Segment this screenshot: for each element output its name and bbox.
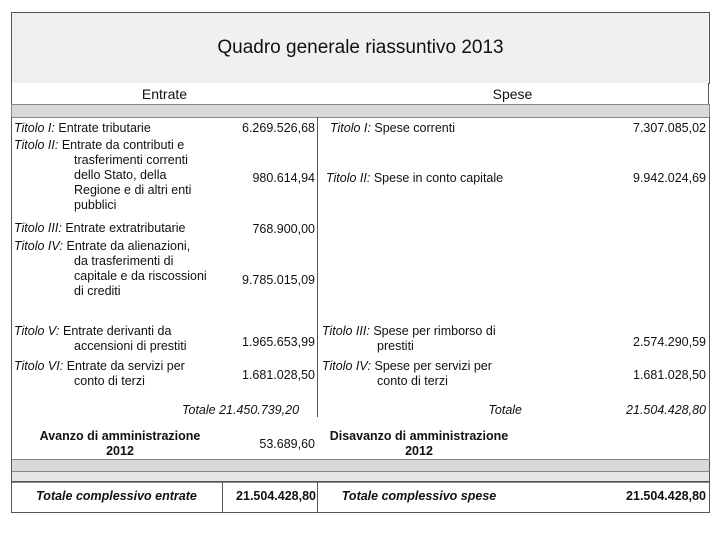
entrata-row-1 — [14, 121, 214, 136]
titolo-label: Titolo I: — [14, 121, 55, 135]
titolo-label: Titolo VI: — [14, 359, 64, 373]
totale-spese-value: 21.504.428,80 — [626, 403, 706, 417]
avanzo-label-1: Avanzo di amministrazione — [39, 429, 201, 443]
entrata-desc: Entrate da contributi e — [61, 138, 185, 152]
entrata-desc: capitale e da riscossioni — [74, 269, 207, 283]
titolo-label: Titolo V: — [14, 324, 60, 338]
entrata-desc: Entrate tributarie — [58, 121, 151, 135]
page-title: Quadro generale riassuntivo 2013 — [217, 37, 504, 58]
spesa-desc: Spese per rimborso di — [373, 324, 496, 338]
titolo-label: Titolo II: — [14, 138, 59, 152]
entrata-desc: Entrate da servizi per — [66, 359, 185, 373]
spesa-desc: Spese correnti — [374, 121, 455, 135]
spesa-row-2 — [326, 171, 546, 186]
entrata-desc: accensioni di prestiti — [74, 339, 187, 353]
entrata-desc: Entrate extratributarie — [65, 221, 186, 235]
title-header — [11, 12, 710, 84]
entrata-row-5 — [14, 324, 224, 354]
disavanzo-label-2: 2012 — [405, 444, 433, 458]
titolo-label: Titolo II: — [326, 171, 371, 185]
totale-complessivo-spese-value: 21.504.428,80 — [626, 489, 706, 503]
entrata-desc: trasferimenti correnti — [74, 153, 188, 167]
spesa-value-1: 7.307.085,02 — [633, 121, 706, 135]
spesa-row-1 — [330, 121, 550, 136]
titolo-label: Titolo IV: — [322, 359, 371, 373]
totale-label: Totale — [182, 403, 216, 417]
entrata-desc: da trasferimenti di — [74, 254, 174, 268]
entrata-value-5: 1.965.653,99 — [242, 335, 315, 349]
entrata-value-1: 6.269.526,68 — [242, 121, 315, 135]
spesa-desc: Spese in conto capitale — [373, 171, 504, 185]
totale-entrate — [182, 403, 317, 418]
spesa-desc: prestiti — [377, 339, 414, 353]
separator-band-top — [11, 104, 710, 118]
avanzo-label — [20, 429, 220, 459]
disavanzo-label — [318, 429, 520, 459]
entrata-value-4: 9.785.015,09 — [242, 273, 315, 287]
entrata-row-2 — [14, 138, 224, 213]
disavanzo-label-1: Disavanzo di amministrazione — [329, 429, 509, 443]
entrata-row-3 — [14, 221, 224, 236]
totale-complessivo-spese-label: Totale complessivo spese — [341, 489, 497, 503]
totale-spese-label: Totale — [488, 403, 522, 417]
entrata-row-6 — [14, 359, 224, 389]
spesa-value-3: 2.574.290,59 — [633, 335, 706, 349]
entrata-desc: conto di terzi — [74, 374, 145, 388]
entrata-value-3: 768.900,00 — [252, 222, 315, 236]
entrata-desc: Regione e di altri enti — [74, 183, 192, 197]
entrata-value-2: 980.614,94 — [252, 171, 315, 185]
totale-value: 21.450.739,20 — [219, 403, 300, 417]
spesa-row-3 — [322, 324, 542, 354]
entrata-desc: di crediti — [74, 284, 121, 298]
titolo-label: Titolo I: — [330, 121, 371, 135]
avanzo-value: 53.689,60 — [259, 437, 315, 451]
spesa-value-4: 1.681.028,50 — [633, 368, 706, 382]
entrata-desc: Entrate derivanti da — [63, 324, 172, 338]
titolo-label: Titolo III: — [322, 324, 370, 338]
titolo-label: Titolo IV: — [14, 239, 63, 253]
spesa-value-2: 9.942.024,69 — [633, 171, 706, 185]
avanzo-label-2: 2012 — [106, 444, 134, 458]
entrata-value-6: 1.681.028,50 — [242, 368, 315, 382]
entrata-desc: pubblici — [74, 198, 117, 212]
spesa-desc: Spese per servizi per — [374, 359, 492, 373]
entrata-desc: Entrate da alienazioni, — [66, 239, 191, 253]
totale-complessivo-entrate-value: 21.504.428,80 — [236, 489, 316, 503]
entrata-desc: dello Stato, della — [74, 168, 167, 182]
spesa-row-4 — [322, 359, 542, 389]
entrata-row-4 — [14, 239, 229, 299]
totale-complessivo-entrate-label: Totale complessivo entrate — [36, 489, 197, 503]
entrate-header: Entrate — [11, 83, 318, 106]
titolo-label: Titolo III: — [14, 221, 62, 235]
spesa-desc: conto di terzi — [377, 374, 448, 388]
spese-header: Spese — [317, 83, 708, 106]
